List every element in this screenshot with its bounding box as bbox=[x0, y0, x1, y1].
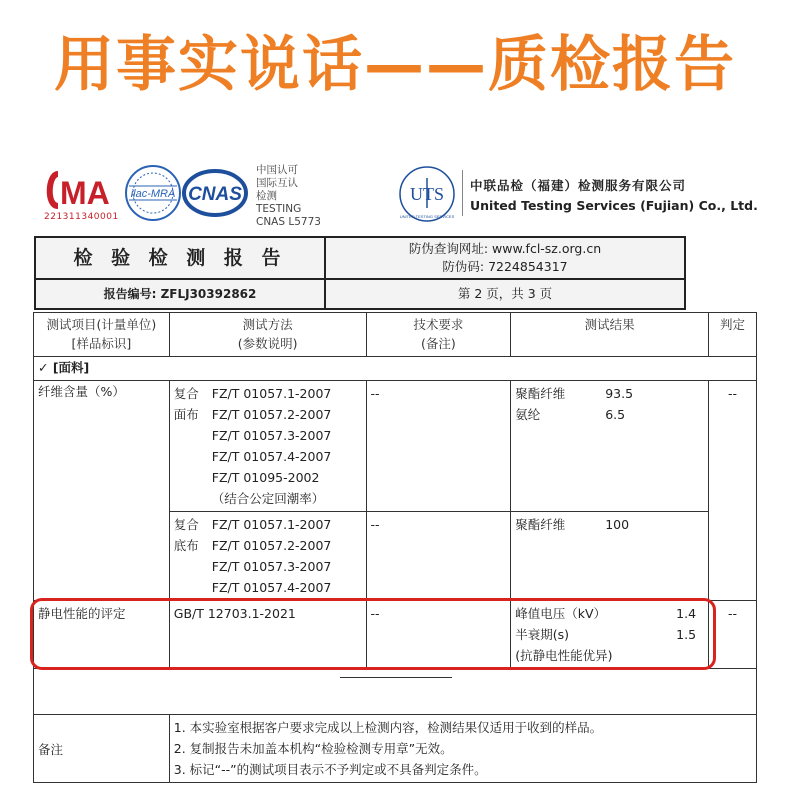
judgement-fiber bbox=[709, 381, 757, 601]
result-value: 93.5 bbox=[605, 386, 634, 401]
standard-line: FZ/T 01057.3-2007 bbox=[211, 428, 332, 443]
uts-logo bbox=[398, 164, 456, 224]
sample-label-base bbox=[174, 514, 212, 598]
standard-line: FZ/T 01095-2002 bbox=[211, 470, 320, 485]
report-title: 检 验 检 测 报 告 bbox=[73, 247, 287, 269]
judgement-value: -- bbox=[728, 386, 738, 401]
cnas-caption-line: 中国认可 bbox=[256, 164, 298, 176]
note-item: 3. 标记“--”的测试项目表示不予判定或不具备判定条件。 bbox=[173, 762, 487, 777]
sample-label-line: 面布 bbox=[173, 407, 199, 422]
uts-text: UTS bbox=[409, 184, 445, 204]
ilac-text: ilac-MRA bbox=[130, 188, 176, 200]
column-item bbox=[34, 313, 170, 357]
column-item-sub: [样品标识] bbox=[71, 336, 132, 351]
method-value: GB/T 12703.1-2021 bbox=[173, 606, 296, 621]
section-fabric: ✓ [面料] bbox=[34, 357, 757, 381]
anti-fake-code: 防伪码: 7224854317 bbox=[442, 259, 568, 274]
judgement-static bbox=[709, 601, 757, 669]
blank-cell bbox=[34, 669, 757, 715]
column-method-sub: (参数说明) bbox=[237, 336, 298, 351]
table-header-row bbox=[34, 313, 757, 357]
item-label: 纤维含量（%） bbox=[38, 384, 125, 399]
method-static bbox=[169, 601, 366, 669]
note-item: 1. 本实验室根据客户要求完成以上检测内容，检测结果仅适用于收到的样品。 bbox=[173, 720, 603, 735]
requirement-base bbox=[366, 512, 511, 601]
result-face bbox=[511, 381, 709, 512]
item-static bbox=[34, 601, 170, 669]
verification-website: 防伪查询网址: www.fcl-sz.org.cn bbox=[408, 241, 602, 256]
headline: 用事实说话——质检报告 bbox=[54, 30, 736, 100]
report-header bbox=[34, 236, 686, 310]
result-value: 1.5 bbox=[676, 627, 697, 642]
result-value: 100 bbox=[605, 517, 630, 532]
result-name: 聚酯纤维 bbox=[515, 517, 566, 532]
notes-content bbox=[169, 715, 756, 783]
header-divider bbox=[36, 278, 684, 280]
item-fiber-content bbox=[34, 381, 170, 601]
table-row bbox=[34, 381, 757, 512]
column-judgement bbox=[709, 313, 757, 357]
standard-line: FZ/T 01057.3-2007 bbox=[211, 559, 332, 574]
column-result-label: 测试结果 bbox=[584, 317, 635, 332]
cnas-caption bbox=[256, 164, 321, 229]
sample-label-line: 复合 bbox=[173, 517, 199, 532]
standard-line: FZ/T 01057.2-2007 bbox=[211, 538, 332, 553]
item-label: 静电性能的评定 bbox=[38, 606, 126, 621]
requirement-value: -- bbox=[370, 386, 380, 401]
requirement-face bbox=[366, 381, 511, 512]
method-base bbox=[169, 512, 366, 601]
method-base-grid bbox=[174, 514, 362, 598]
column-method-label: 测试方法 bbox=[242, 317, 293, 332]
standards-base bbox=[212, 514, 362, 598]
result-value: 1.4 bbox=[676, 606, 697, 621]
column-item-label: 测试项目(计量单位) bbox=[46, 317, 157, 332]
report-number: 报告编号: ZFLJ30392862 bbox=[103, 287, 257, 301]
column-requirement-sub: (备注) bbox=[420, 336, 456, 351]
requirement-value: -- bbox=[370, 606, 380, 621]
result-name: 聚酯纤维 bbox=[515, 386, 566, 401]
result-base bbox=[511, 512, 709, 601]
result-line bbox=[515, 624, 704, 645]
cnas-caption-line: CNAS L5773 bbox=[256, 216, 321, 228]
sample-label-line: 复合 bbox=[173, 386, 199, 401]
sample-label-face bbox=[174, 383, 212, 509]
note-item: 2. 复制报告未加盖本机构“检验检测专用章”无效。 bbox=[173, 741, 453, 756]
cnas-logo bbox=[182, 168, 248, 218]
result-name: 半衰期(s) bbox=[515, 627, 569, 642]
result-name: 峰值电压（kV） bbox=[515, 606, 607, 621]
ma-code: 221311340001 bbox=[44, 212, 119, 222]
table-row bbox=[34, 601, 757, 669]
judgement-value: -- bbox=[728, 606, 738, 621]
cnas-caption-line: 检测 bbox=[256, 190, 277, 202]
result-grade: (抗静电性能优异) bbox=[515, 648, 613, 663]
standard-line: FZ/T 01057.4-2007 bbox=[211, 449, 332, 464]
sample-label-line: 底布 bbox=[173, 538, 199, 553]
verification-info bbox=[326, 240, 684, 276]
result-line bbox=[515, 514, 704, 535]
standard-line: FZ/T 01057.1-2007 bbox=[211, 517, 332, 532]
section-row bbox=[34, 357, 757, 381]
column-method bbox=[169, 313, 366, 357]
cnas-caption-line: TESTING bbox=[256, 203, 302, 215]
column-judgement-label: 判定 bbox=[720, 317, 746, 332]
result-line bbox=[515, 383, 704, 404]
standard-line: FZ/T 01057.1-2007 bbox=[211, 386, 332, 401]
result-static bbox=[511, 601, 709, 669]
result-name: 氨纶 bbox=[515, 407, 541, 422]
cnas-text: CNAS bbox=[188, 184, 242, 205]
requirement-static bbox=[366, 601, 511, 669]
uts-ring-text: UNITED TESTING SERVICES bbox=[399, 214, 455, 219]
column-requirement-label: 技术要求 bbox=[413, 317, 464, 332]
end-of-content-line bbox=[340, 677, 452, 678]
standards-face bbox=[212, 383, 362, 509]
result-line bbox=[515, 404, 704, 425]
logo-divider bbox=[462, 170, 463, 216]
cnas-caption-line: 国际互认 bbox=[256, 177, 298, 189]
result-value: 6.5 bbox=[605, 407, 626, 422]
ma-text: MA bbox=[60, 175, 110, 211]
standard-line: FZ/T 01057.4-2007 bbox=[211, 580, 332, 595]
result-line bbox=[515, 603, 704, 624]
cma-logo bbox=[44, 168, 120, 212]
company-name-en: United Testing Services (Fujian) Co., Ltd. bbox=[470, 198, 758, 213]
header-divider bbox=[324, 238, 326, 308]
page-info: 第 2 页，共 3 页 bbox=[457, 286, 553, 301]
blank-row bbox=[34, 669, 757, 715]
column-result bbox=[511, 313, 709, 357]
notes-row bbox=[34, 715, 757, 783]
notes-label: 备注 bbox=[34, 715, 170, 783]
requirement-value: -- bbox=[370, 517, 380, 532]
method-face bbox=[169, 381, 366, 512]
standard-line: FZ/T 01057.2-2007 bbox=[211, 407, 332, 422]
column-requirement bbox=[366, 313, 511, 357]
standard-line: （结合公定回潮率） bbox=[211, 491, 325, 506]
method-face-grid bbox=[174, 383, 362, 509]
company-name-cn: 中联品检（福建）检测服务有限公司 bbox=[470, 178, 687, 193]
ilac-mra-logo bbox=[124, 164, 182, 222]
results-table bbox=[33, 312, 757, 783]
